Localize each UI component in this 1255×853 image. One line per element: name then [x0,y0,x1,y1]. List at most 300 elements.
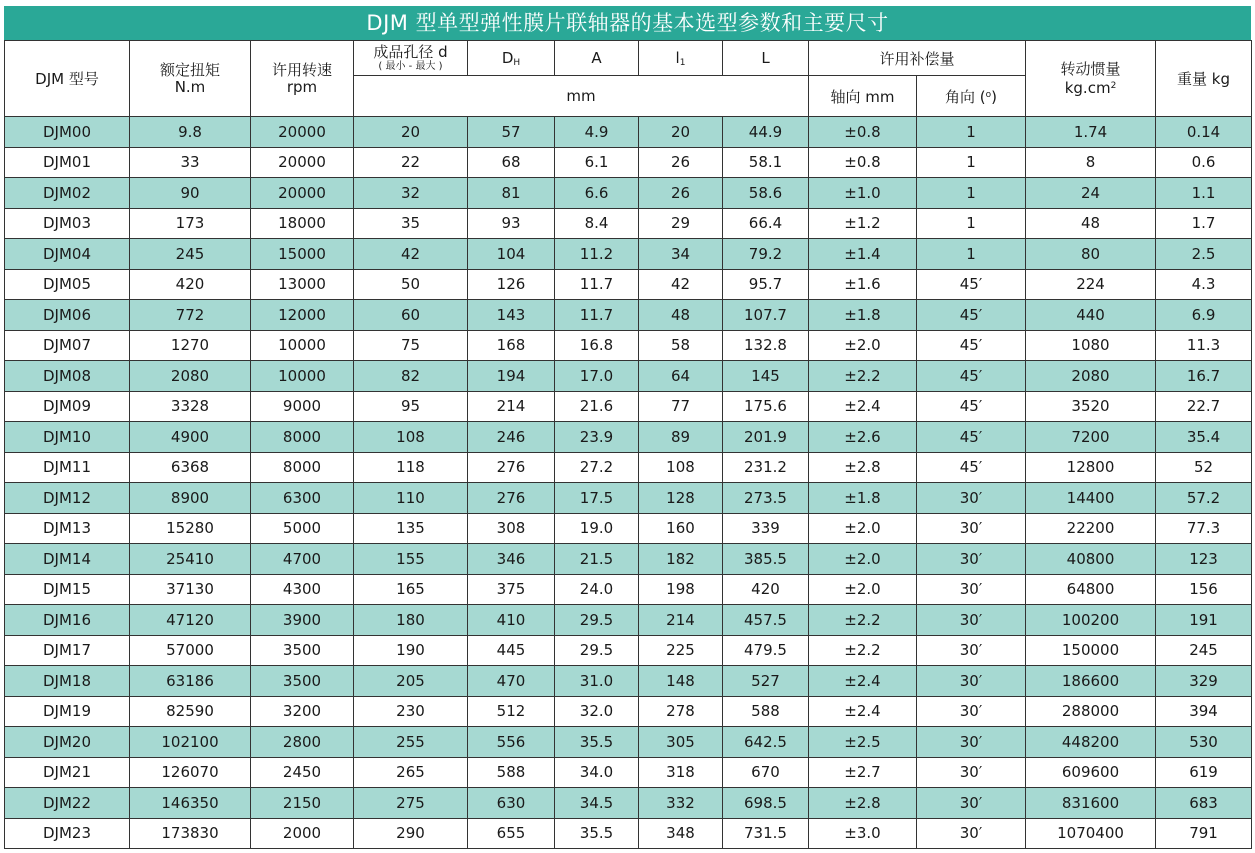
cell-l: 588 [723,696,809,727]
cell-weight: 530 [1156,727,1252,758]
cell-axial: ±1.8 [809,483,917,514]
cell-inertia: 1070400 [1026,818,1156,849]
cell-inertia: 12800 [1026,452,1156,483]
cell-torque: 90 [130,178,251,209]
cell-l: 527 [723,666,809,697]
cell-model: DJM13 [5,513,130,544]
cell-torque: 173830 [130,818,251,849]
cell-torque: 15280 [130,513,251,544]
header-inertia-unit-main: kg.cm [1064,78,1111,97]
cell-axial: ±2.2 [809,605,917,636]
cell-axial: ±2.2 [809,361,917,392]
cell-model: DJM12 [5,483,130,514]
cell-model: DJM04 [5,239,130,270]
header-inertia-label: 转动惯量 [1060,59,1121,78]
table-row [5,452,1252,483]
cell-l: 175.6 [723,391,809,422]
cell-torque: 37130 [130,574,251,605]
table-row [5,788,1252,819]
cell-dh: 276 [468,452,555,483]
cell-dh: 410 [468,605,555,636]
cell-a: 4.9 [555,117,639,148]
header-dh [468,41,555,76]
cell-inertia: 150000 [1026,635,1156,666]
cell-weight: 0.6 [1156,147,1252,178]
cell-torque: 57000 [130,635,251,666]
table-row [5,422,1252,453]
cell-inertia: 831600 [1026,788,1156,819]
cell-l1: 198 [639,574,723,605]
cell-bore: 108 [354,422,468,453]
cell-l1: 77 [639,391,723,422]
cell-a: 29.5 [555,605,639,636]
cell-weight: 245 [1156,635,1252,666]
cell-model: DJM06 [5,300,130,331]
cell-inertia: 14400 [1026,483,1156,514]
cell-axial: ±2.6 [809,422,917,453]
cell-a: 17.0 [555,361,639,392]
cell-model: DJM16 [5,605,130,636]
cell-inertia: 1080 [1026,330,1156,361]
cell-speed: 4700 [251,544,354,575]
cell-axial: ±2.0 [809,330,917,361]
cell-model: DJM23 [5,818,130,849]
cell-speed: 8000 [251,452,354,483]
table-row [5,269,1252,300]
header-l: L [723,41,809,76]
header-angle-main: 角向 ( [945,87,986,106]
cell-bore: 275 [354,788,468,819]
cell-dh: 445 [468,635,555,666]
cell-bore: 20 [354,117,468,148]
table-row [5,147,1252,178]
cell-torque: 102100 [130,727,251,758]
cell-inertia: 1.74 [1026,117,1156,148]
cell-torque: 6368 [130,452,251,483]
cell-model: DJM07 [5,330,130,361]
table-row [5,574,1252,605]
cell-model: DJM03 [5,208,130,239]
cell-a: 35.5 [555,818,639,849]
cell-inertia: 48 [1026,208,1156,239]
cell-dh: 81 [468,178,555,209]
cell-dh: 194 [468,361,555,392]
cell-dh: 168 [468,330,555,361]
cell-inertia: 2080 [1026,361,1156,392]
cell-a: 16.8 [555,330,639,361]
cell-a: 24.0 [555,574,639,605]
header-inertia [1026,41,1156,117]
cell-model: DJM19 [5,696,130,727]
cell-axial: ±2.5 [809,727,917,758]
cell-torque: 420 [130,269,251,300]
cell-axial: ±1.8 [809,300,917,331]
cell-weight: 22.7 [1156,391,1252,422]
cell-torque: 33 [130,147,251,178]
header-l1 [639,41,723,76]
cell-l: 79.2 [723,239,809,270]
cell-speed: 20000 [251,178,354,209]
cell-inertia: 64800 [1026,574,1156,605]
cell-dh: 588 [468,757,555,788]
cell-bore: 155 [354,544,468,575]
cell-axial: ±2.4 [809,391,917,422]
cell-a: 6.1 [555,147,639,178]
cell-l1: 128 [639,483,723,514]
cell-torque: 8900 [130,483,251,514]
cell-weight: 329 [1156,666,1252,697]
header-angle [917,76,1026,117]
cell-l1: 182 [639,544,723,575]
cell-weight: 1.1 [1156,178,1252,209]
cell-weight: 35.4 [1156,422,1252,453]
cell-torque: 1270 [130,330,251,361]
cell-speed: 6300 [251,483,354,514]
header-inertia-unit-sup: 2 [1110,80,1117,91]
cell-speed: 12000 [251,300,354,331]
cell-weight: 791 [1156,818,1252,849]
cell-dh: 556 [468,727,555,758]
cell-torque: 245 [130,239,251,270]
cell-weight: 1.7 [1156,208,1252,239]
cell-l1: 305 [639,727,723,758]
cell-axial: ±2.4 [809,696,917,727]
header-angle-close: ) [991,87,997,106]
cell-a: 32.0 [555,696,639,727]
cell-l1: 42 [639,269,723,300]
cell-torque: 772 [130,300,251,331]
cell-angle: 30′ [917,696,1026,727]
cell-l: 339 [723,513,809,544]
cell-bore: 265 [354,757,468,788]
cell-axial: ±2.4 [809,666,917,697]
cell-inertia: 8 [1026,147,1156,178]
cell-angle: 30′ [917,666,1026,697]
cell-bore: 230 [354,696,468,727]
cell-angle: 30′ [917,788,1026,819]
cell-inertia: 186600 [1026,666,1156,697]
cell-l1: 26 [639,147,723,178]
header-speed [251,41,354,117]
cell-a: 34.5 [555,788,639,819]
cell-angle: 30′ [917,483,1026,514]
cell-model: DJM05 [5,269,130,300]
header-torque-unit: N.m [174,77,206,96]
cell-speed: 10000 [251,330,354,361]
cell-model: DJM11 [5,452,130,483]
cell-bore: 95 [354,391,468,422]
cell-dh: 126 [468,269,555,300]
cell-a: 23.9 [555,422,639,453]
cell-weight: 2.5 [1156,239,1252,270]
cell-angle: 45′ [917,452,1026,483]
cell-torque: 146350 [130,788,251,819]
table-row [5,239,1252,270]
cell-l: 642.5 [723,727,809,758]
cell-angle: 1 [917,147,1026,178]
spec-sheet [4,6,1251,849]
cell-a: 29.5 [555,635,639,666]
cell-model: DJM02 [5,178,130,209]
header-l1-main: l [675,48,680,67]
cell-axial: ±2.0 [809,544,917,575]
header-model: DJM 型号 [5,41,130,117]
cell-axial: ±2.8 [809,788,917,819]
cell-l1: 214 [639,605,723,636]
cell-l1: 148 [639,666,723,697]
cell-weight: 0.14 [1156,117,1252,148]
cell-weight: 16.7 [1156,361,1252,392]
cell-weight: 191 [1156,605,1252,636]
header-compensation: 许用补偿量 [809,41,1026,76]
cell-inertia: 24 [1026,178,1156,209]
table-row [5,178,1252,209]
cell-dh: 57 [468,117,555,148]
cell-inertia: 80 [1026,239,1156,270]
cell-a: 27.2 [555,452,639,483]
cell-dh: 276 [468,483,555,514]
cell-weight: 4.3 [1156,269,1252,300]
cell-l1: 58 [639,330,723,361]
cell-model: DJM21 [5,757,130,788]
cell-l1: 89 [639,422,723,453]
cell-inertia: 22200 [1026,513,1156,544]
cell-l: 479.5 [723,635,809,666]
cell-inertia: 609600 [1026,757,1156,788]
cell-l1: 225 [639,635,723,666]
cell-axial: ±0.8 [809,147,917,178]
cell-l: 107.7 [723,300,809,331]
cell-dh: 104 [468,239,555,270]
table-row [5,391,1252,422]
cell-bore: 75 [354,330,468,361]
cell-bore: 60 [354,300,468,331]
cell-model: DJM17 [5,635,130,666]
cell-weight: 77.3 [1156,513,1252,544]
cell-bore: 35 [354,208,468,239]
cell-l: 231.2 [723,452,809,483]
header-weight: 重量 kg [1156,41,1252,117]
cell-angle: 30′ [917,513,1026,544]
cell-angle: 1 [917,117,1026,148]
cell-bore: 255 [354,727,468,758]
cell-bore: 42 [354,239,468,270]
cell-weight: 57.2 [1156,483,1252,514]
cell-speed: 4300 [251,574,354,605]
cell-angle: 45′ [917,391,1026,422]
cell-bore: 32 [354,178,468,209]
cell-angle: 1 [917,208,1026,239]
cell-a: 11.7 [555,300,639,331]
header-bore-range: ( 最小 - 最大 ) [378,60,443,72]
cell-speed: 2000 [251,818,354,849]
header-dh-main: D [501,48,514,67]
spec-table [4,40,1252,849]
cell-l1: 26 [639,178,723,209]
cell-l: 132.8 [723,330,809,361]
cell-inertia: 7200 [1026,422,1156,453]
cell-speed: 18000 [251,208,354,239]
cell-l1: 278 [639,696,723,727]
cell-torque: 82590 [130,696,251,727]
cell-inertia: 224 [1026,269,1156,300]
header-speed-unit: rpm [286,77,318,96]
cell-speed: 3500 [251,666,354,697]
cell-weight: 52 [1156,452,1252,483]
cell-l1: 20 [639,117,723,148]
cell-weight: 11.3 [1156,330,1252,361]
cell-a: 11.7 [555,269,639,300]
cell-l: 95.7 [723,269,809,300]
cell-torque: 126070 [130,757,251,788]
cell-angle: 45′ [917,361,1026,392]
cell-l: 66.4 [723,208,809,239]
header-inertia-unit [1026,78,1155,97]
cell-torque: 2080 [130,361,251,392]
cell-l: 273.5 [723,483,809,514]
cell-speed: 3900 [251,605,354,636]
cell-model: DJM00 [5,117,130,148]
table-row [5,330,1252,361]
cell-bore: 50 [354,269,468,300]
cell-bore: 165 [354,574,468,605]
cell-dh: 308 [468,513,555,544]
cell-l: 420 [723,574,809,605]
cell-dh: 214 [468,391,555,422]
cell-bore: 22 [354,147,468,178]
cell-a: 34.0 [555,757,639,788]
cell-speed: 20000 [251,147,354,178]
cell-dh: 630 [468,788,555,819]
page-title: DJM 型单型弹性膜片联轴器的基本选型参数和主要尺寸 [4,6,1251,40]
cell-a: 19.0 [555,513,639,544]
cell-speed: 3200 [251,696,354,727]
table-row [5,208,1252,239]
cell-speed: 8000 [251,422,354,453]
header-mm-unit: mm [354,76,809,117]
cell-angle: 30′ [917,757,1026,788]
cell-l1: 64 [639,361,723,392]
cell-l: 698.5 [723,788,809,819]
cell-dh: 346 [468,544,555,575]
cell-a: 21.5 [555,544,639,575]
cell-bore: 118 [354,452,468,483]
cell-torque: 9.8 [130,117,251,148]
table-row [5,818,1252,849]
cell-speed: 15000 [251,239,354,270]
header-torque-label: 额定扭矩 [159,60,220,79]
cell-model: DJM18 [5,666,130,697]
cell-torque: 47120 [130,605,251,636]
header-speed-label: 许用转速 [271,60,332,79]
cell-model: DJM01 [5,147,130,178]
cell-axial: ±2.8 [809,452,917,483]
cell-weight: 123 [1156,544,1252,575]
table-row [5,361,1252,392]
header-torque [130,41,251,117]
cell-a: 21.6 [555,391,639,422]
table-row [5,117,1252,148]
cell-l: 731.5 [723,818,809,849]
cell-bore: 190 [354,635,468,666]
cell-dh: 655 [468,818,555,849]
cell-bore: 82 [354,361,468,392]
cell-l: 670 [723,757,809,788]
cell-speed: 5000 [251,513,354,544]
table-row [5,727,1252,758]
cell-angle: 30′ [917,574,1026,605]
cell-model: DJM14 [5,544,130,575]
cell-l1: 332 [639,788,723,819]
table-header [5,41,1252,117]
cell-speed: 10000 [251,361,354,392]
cell-bore: 205 [354,666,468,697]
cell-dh: 246 [468,422,555,453]
cell-angle: 45′ [917,269,1026,300]
cell-angle: 30′ [917,818,1026,849]
table-row [5,666,1252,697]
cell-l: 201.9 [723,422,809,453]
cell-torque: 173 [130,208,251,239]
cell-axial: ±2.2 [809,635,917,666]
cell-inertia: 288000 [1026,696,1156,727]
header-angle-sup: o [985,89,992,100]
cell-inertia: 40800 [1026,544,1156,575]
cell-speed: 2800 [251,727,354,758]
cell-weight: 619 [1156,757,1252,788]
header-bore [354,41,468,76]
cell-angle: 45′ [917,422,1026,453]
cell-angle: 30′ [917,605,1026,636]
cell-a: 11.2 [555,239,639,270]
cell-l: 385.5 [723,544,809,575]
cell-model: DJM15 [5,574,130,605]
cell-model: DJM20 [5,727,130,758]
cell-model: DJM22 [5,788,130,819]
header-dh-sub: H [513,57,521,68]
cell-l1: 34 [639,239,723,270]
cell-a: 35.5 [555,727,639,758]
table-row [5,513,1252,544]
cell-a: 17.5 [555,483,639,514]
cell-angle: 45′ [917,330,1026,361]
cell-l1: 318 [639,757,723,788]
table-row [5,483,1252,514]
table-body [5,117,1252,849]
cell-a: 31.0 [555,666,639,697]
cell-l: 145 [723,361,809,392]
cell-axial: ±2.7 [809,757,917,788]
cell-axial: ±0.8 [809,117,917,148]
cell-model: DJM09 [5,391,130,422]
cell-torque: 3328 [130,391,251,422]
cell-bore: 290 [354,818,468,849]
cell-axial: ±1.2 [809,208,917,239]
header-axial: 轴向 mm [809,76,917,117]
cell-speed: 9000 [251,391,354,422]
cell-speed: 2150 [251,788,354,819]
cell-l: 58.1 [723,147,809,178]
cell-speed: 2450 [251,757,354,788]
cell-dh: 93 [468,208,555,239]
cell-dh: 143 [468,300,555,331]
cell-torque: 4900 [130,422,251,453]
cell-inertia: 3520 [1026,391,1156,422]
header-bore-label: 成品孔径 d [373,42,448,61]
cell-a: 8.4 [555,208,639,239]
cell-l: 44.9 [723,117,809,148]
cell-axial: ±2.0 [809,574,917,605]
